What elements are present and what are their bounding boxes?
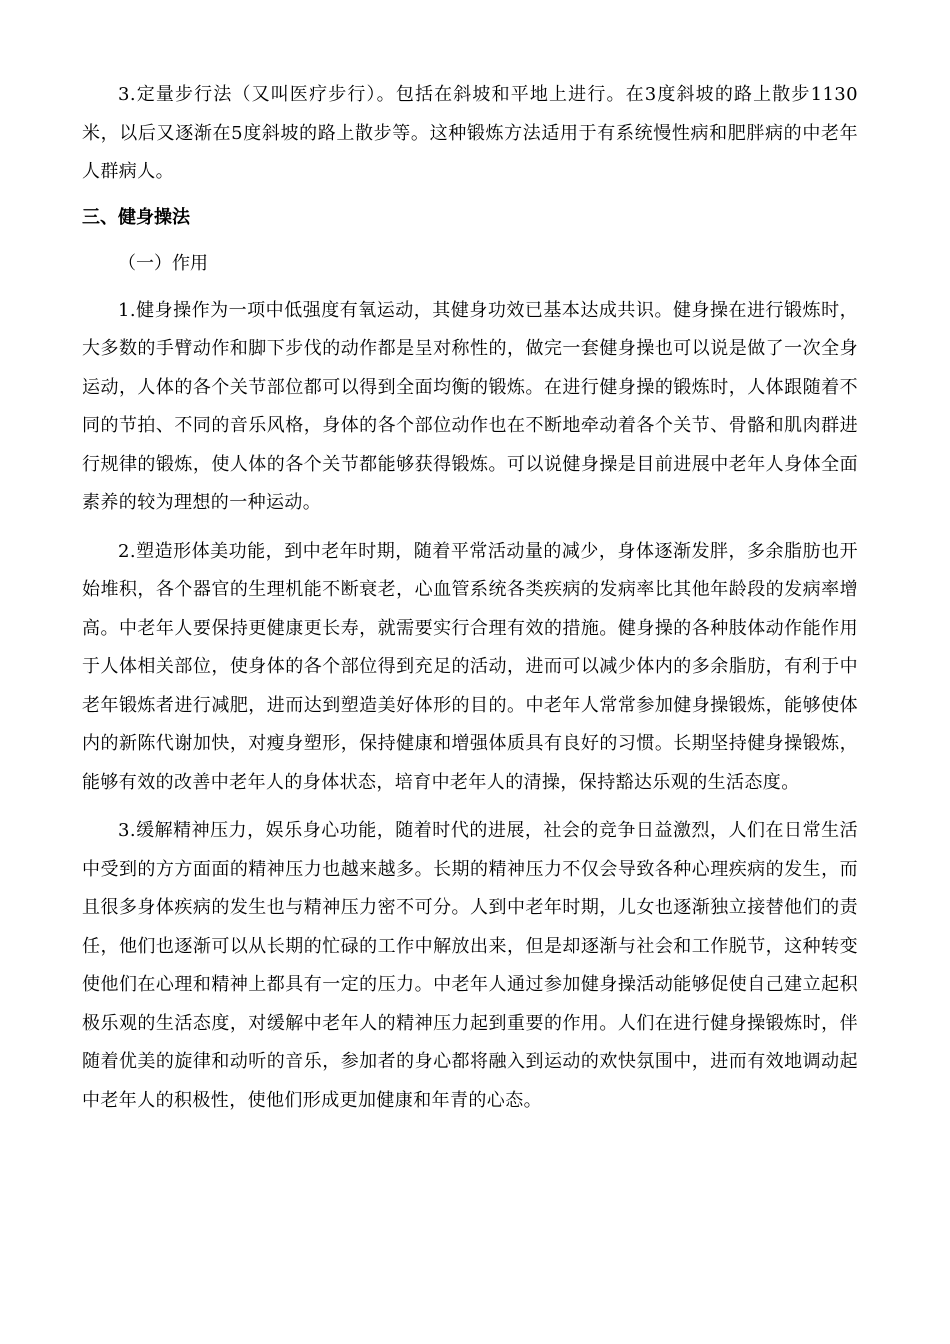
paragraph-effect-1: 1.健身操作为一项中低强度有氧运动，其健身功效已基本达成共识。健身操在进行锻炼时，大多数的手臂动作和脚下步伐的动作都是呈对称性的，做完一套健身操也可以说是做了一次全身运动，人体的各个关节部位都可以得到全面均衡的锻炼。在进行健身操的锻炼时，人体跟随着不同的节拍、不同的音乐风格，身体的各个部位动作也在不断地牵动着各个关节、骨骼和肌肉群进行规律的锻炼，使人体的各个关节都能够获得锻炼。可以说健身操是目前进展中老年人身体全面素养的较为理想的一种运动。: [82, 299, 858, 513]
paragraph-walking-3: 3.定量步行法（又叫医疗步行）。包括在斜坡和平地上进行。在3度斜坡的路上散步1130米，以后又逐渐在5度斜坡的路上散步等。这种锻炼方法适用于有系统慢性病和肥胖病的中老年人群病人。: [82, 84, 858, 182]
subsection-heading: （一）作用: [118, 252, 208, 274]
section-heading: 三、健身操法: [82, 206, 190, 228]
paragraph-effect-2: 2.塑造形体美功能，到中老年时期，随着平常活动量的减少，身体逐渐发胖，多余脂肪也开始堆积，各个器官的生理机能不断衰老，心血管系统各类疾病的发病率比其他年龄段的发病率增高。中老年人要保持更健康更长寿，就需要实行合理有效的措施。健身操的各种肢体动作能作用于人体相关部位，使身体的各个部位得到充足的活动，进而可以减少体内的多余脂肪，有利于中老年锻炼者进行减肥，进而达到塑造美好体形的目的。中老年人常常参加健身操锻炼，能够使体内的新陈代谢加快，对瘦身塑形，保持健康和增强体质具有良好的习惯。长期坚持健身操锻炼，能够有效的改善中老年人的身体状态，培育中老年人的清操，保持豁达乐观的生活态度。: [82, 540, 858, 793]
document-page: [82, 76, 858, 1130]
paragraph-effect-3: 3.缓解精神压力，娱乐身心功能，随着时代的进展，社会的竞争日益激烈，人们在日常生活中受到的方方面面的精神压力也越来越多。长期的精神压力不仅会导致各种心理疾病的发生，而且很多身体疾病的发生也与精神压力密不可分。人到中老年时期，儿女也逐渐独立接替他们的责任，他们也逐渐可以从长期的忙碌的工作中解放出来，但是却逐渐与社会和工作脱节，这种转变使他们在心理和精神上都具有一定的压力。中老年人通过参加健身操活动能够促使自己建立起积极乐观的生活态度，对缓解中老年人的精神压力起到重要的作用。人们在进行健身操锻炼时，伴随着优美的旋律和动听的音乐，参加者的身心都将融入到运动的欢快氛围中，进而有效地调动起中老年人的积极性，使他们形成更加健康和年青的心态。: [82, 820, 858, 1111]
